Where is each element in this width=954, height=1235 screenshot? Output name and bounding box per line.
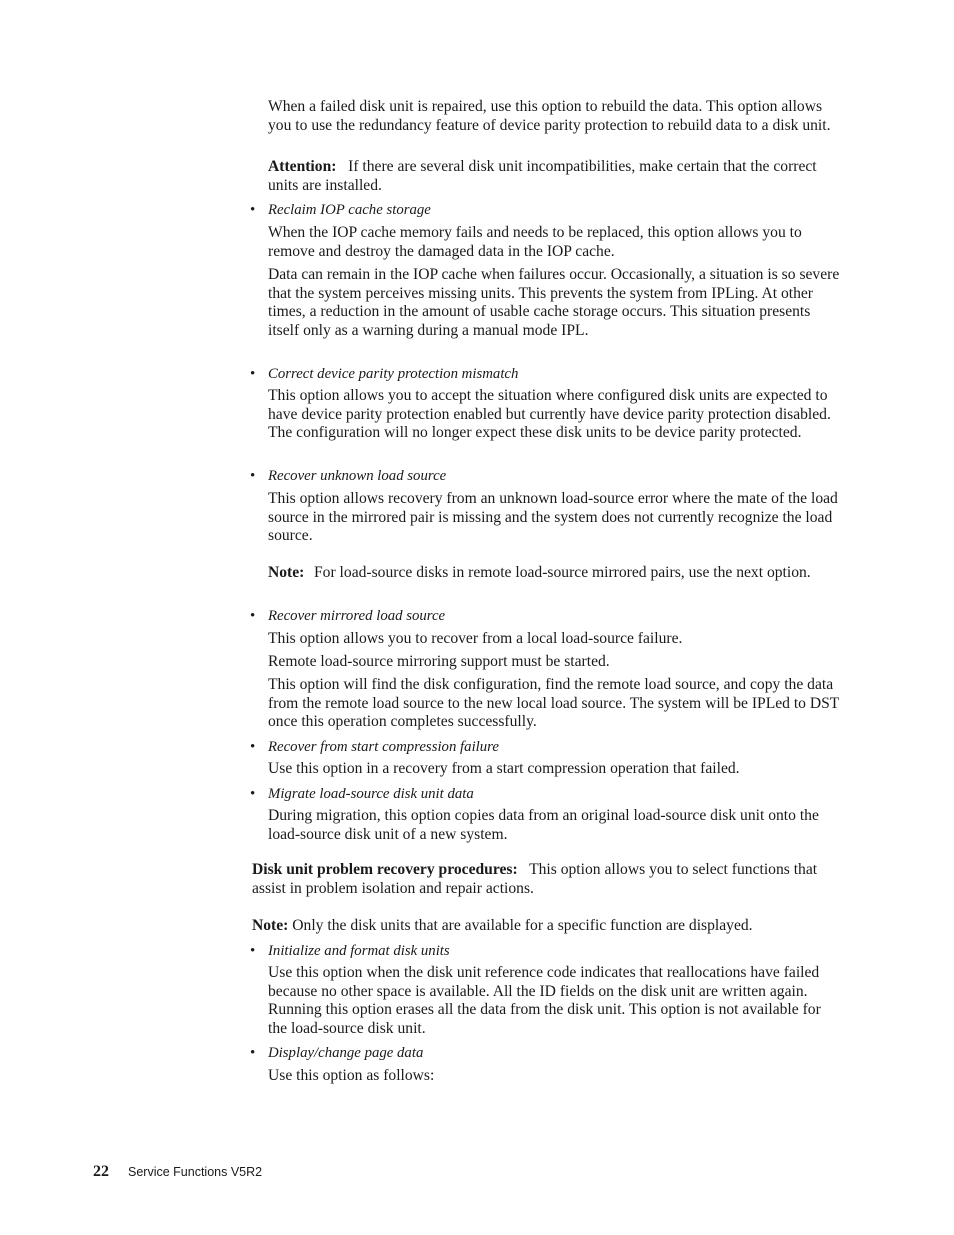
paragraph-disk-unit-problem (252, 861, 840, 898)
list-item-label: Display/change page data (268, 1045, 424, 1061)
page-number: 22 (93, 1163, 109, 1180)
list-item-display (250, 1044, 423, 1062)
paragraph-compression: Use this option in a recovery from a start compression operation that failed. (268, 760, 740, 777)
paragraph-migrate: During migration, this option copies data from an original load-source disk unit onto the load-source disk unit of a new system. (268, 807, 819, 843)
list-item-reclaim (250, 201, 431, 219)
list-item-label: Recover mirrored load source (268, 608, 446, 624)
bullet-icon: • (250, 1045, 256, 1061)
list-item-migrate (250, 785, 474, 803)
list-item-label: Recover from start compression failure (268, 739, 499, 755)
list-item-label: Migrate load-source disk unit data (268, 786, 474, 802)
section-text: This option allows you to select functions that assist in problem isolation and repair actions. (252, 861, 818, 897)
bullet-icon: • (250, 366, 256, 382)
paragraph-reclaim-1: When the IOP cache memory fails and needs to be replaced, this option allows you to remove and destroy the damaged data in the IOP cache. (268, 224, 802, 260)
note-text: For load-source disks in remote load-source mirrored pairs, use the next option. (314, 564, 811, 581)
bullet-icon: • (250, 468, 256, 484)
section-label: Disk unit problem recovery procedures: (252, 861, 518, 878)
attention-label: Attention: (268, 158, 337, 175)
paragraph-mirrored-1: This option allows you to recover from a local load-source failure. (268, 630, 683, 647)
bullet-icon: • (250, 786, 256, 802)
list-item-correct (250, 365, 518, 383)
bullet-icon: • (250, 739, 256, 755)
note-label: Note: (268, 564, 305, 581)
paragraph-initialize: Use this option when the disk unit reference code indicates that reallocations have failed because no other space is available. All the ID fields on the disk unit are written again. Running this option erases all the data from the disk unit. This option is not available for the load-source disk unit. (268, 964, 821, 1038)
paragraph-display: Use this option as follows: (268, 1067, 435, 1084)
attention-paragraph (268, 158, 840, 195)
list-item-recover-unknown (250, 467, 446, 485)
paragraph-rebuild: When a failed disk unit is repaired, use this option to rebuild the data. This option allows you to use the redundancy feature of device parity protection to rebuild data to a disk unit. (268, 98, 831, 134)
bullet-icon: • (250, 943, 256, 959)
bullet-icon: • (250, 608, 256, 624)
footer-title: Service Functions V5R2 (128, 1165, 263, 1179)
paragraph-recover-unknown: This option allows recovery from an unknown load-source error where the mate of the load source in the mirrored pair is missing and the system does not currently recognize the load source. (268, 490, 838, 545)
bullet-icon: • (250, 202, 256, 218)
list-item-label: Recover unknown load source (268, 468, 447, 484)
attention-text: If there are several disk unit incompatibilities, make certain that the correct units are installed. (268, 158, 817, 194)
list-item-recover-mirrored (250, 607, 445, 625)
note-label: Note: (252, 917, 289, 934)
list-item-label: Correct device parity protection mismatch (268, 366, 519, 382)
list-item-label: Reclaim IOP cache storage (268, 202, 431, 218)
paragraph-mirrored-3: This option will find the disk configuration, find the remote load source, and copy the data from the remote load source to the new local load source. The system will be IPLed to DST once this operation completes successfully. (268, 676, 840, 731)
paragraph-reclaim-2: Data can remain in the IOP cache when failures occur. Occasionally, a situation is so severe that the system perceives missing units. This prevents the system from IPLing. At other times, a reduction in the amount of usable cache storage occurs. This situation presents itself only as a warning during a manual mode IPL. (268, 266, 840, 340)
note-text: Only the disk units that are available for a specific function are displayed. (292, 917, 753, 934)
paragraph-mirrored-2: Remote load-source mirroring support must be started. (268, 653, 610, 670)
list-item-label: Initialize and format disk units (268, 943, 450, 959)
list-item-initialize (250, 942, 450, 960)
list-item-recover-compression (250, 738, 499, 756)
paragraph-correct: This option allows you to accept the situation where configured disk units are expected to have device parity protection enabled but currently have device parity protection disabled. The configuration will no longer expect these disk units to be device parity protected. (268, 387, 831, 442)
note-paragraph (252, 917, 840, 936)
